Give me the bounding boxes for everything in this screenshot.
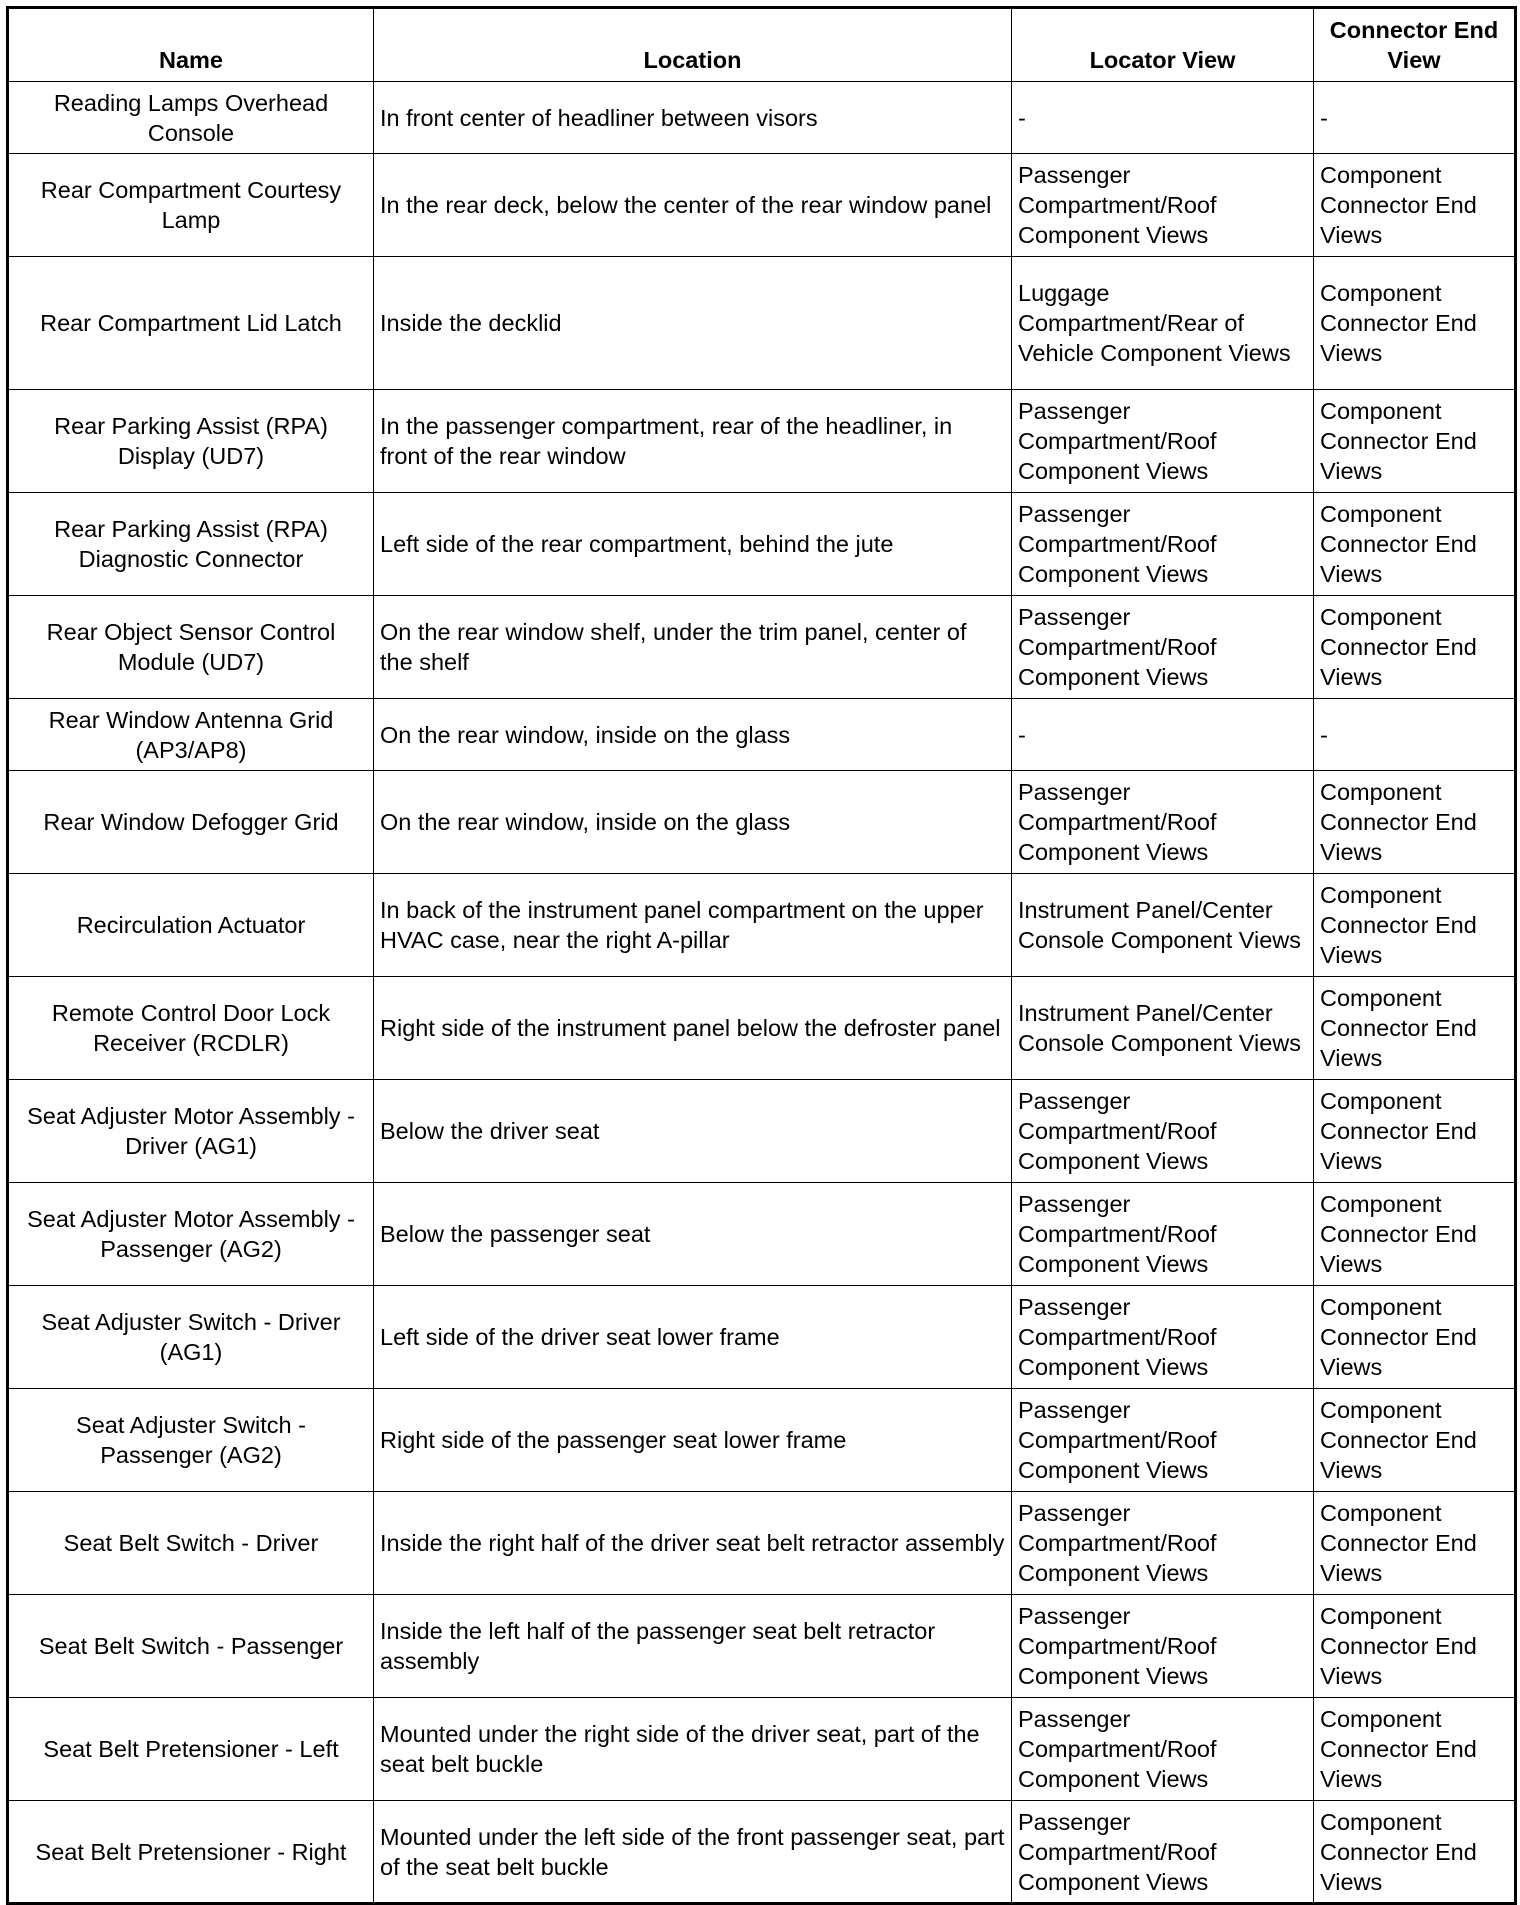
cell-locator-view: Passenger Compartment/Roof Component Views xyxy=(1012,1595,1314,1698)
cell-locator-view: Instrument Panel/Center Console Component Views xyxy=(1012,874,1314,977)
cell-connector-end-view: - xyxy=(1314,699,1516,771)
cell-locator-view: Passenger Compartment/Roof Component Views xyxy=(1012,390,1314,493)
cell-connector-end-view: Component Connector End Views xyxy=(1314,874,1516,977)
table-row xyxy=(8,257,1516,390)
cell-name: Rear Compartment Lid Latch xyxy=(8,257,374,390)
cell-locator-view: Passenger Compartment/Roof Component Views xyxy=(1012,1080,1314,1183)
cell-connector-end-view: Component Connector End Views xyxy=(1314,493,1516,596)
cell-connector-end-view: Component Connector End Views xyxy=(1314,1698,1516,1801)
cell-name: Seat Adjuster Switch - Driver (AG1) xyxy=(8,1286,374,1389)
cell-connector-end-view: Component Connector End Views xyxy=(1314,1492,1516,1595)
table-row xyxy=(8,1286,1516,1389)
cell-connector-end-view: - xyxy=(1314,82,1516,154)
cell-connector-end-view: Component Connector End Views xyxy=(1314,1080,1516,1183)
table-row xyxy=(8,493,1516,596)
cell-connector-end-view: Component Connector End Views xyxy=(1314,977,1516,1080)
cell-name: Reading Lamps Overhead Console xyxy=(8,82,374,154)
table-row xyxy=(8,1492,1516,1595)
cell-connector-end-view: Component Connector End Views xyxy=(1314,1389,1516,1492)
header-row xyxy=(8,8,1516,82)
header-name: Name xyxy=(8,8,374,82)
cell-location: On the rear window shelf, under the trim panel, center of the shelf xyxy=(374,596,1012,699)
cell-location: On the rear window, inside on the glass xyxy=(374,771,1012,874)
cell-locator-view: Passenger Compartment/Roof Component Views xyxy=(1012,1492,1314,1595)
cell-connector-end-view: Component Connector End Views xyxy=(1314,154,1516,257)
cell-location: Below the driver seat xyxy=(374,1080,1012,1183)
cell-location: Inside the left half of the passenger seat belt retractor assembly xyxy=(374,1595,1012,1698)
cell-locator-view: Passenger Compartment/Roof Component Views xyxy=(1012,1389,1314,1492)
cell-connector-end-view: Component Connector End Views xyxy=(1314,1595,1516,1698)
cell-locator-view: Passenger Compartment/Roof Component Views xyxy=(1012,1801,1314,1904)
cell-connector-end-view: Component Connector End Views xyxy=(1314,771,1516,874)
table-row xyxy=(8,1389,1516,1492)
cell-name: Seat Adjuster Motor Assembly - Driver (AG1) xyxy=(8,1080,374,1183)
table-row xyxy=(8,699,1516,771)
table-row xyxy=(8,874,1516,977)
cell-locator-view: Passenger Compartment/Roof Component Views xyxy=(1012,771,1314,874)
cell-name: Seat Belt Pretensioner - Right xyxy=(8,1801,374,1904)
cell-connector-end-view: Component Connector End Views xyxy=(1314,390,1516,493)
cell-name: Rear Window Antenna Grid (AP3/AP8) xyxy=(8,699,374,771)
cell-name: Seat Belt Pretensioner - Left xyxy=(8,1698,374,1801)
cell-locator-view: - xyxy=(1012,699,1314,771)
header-connector-end-view: Connector End View xyxy=(1314,8,1516,82)
cell-name: Remote Control Door Lock Receiver (RCDLR) xyxy=(8,977,374,1080)
cell-location: In the passenger compartment, rear of the headliner, in front of the rear window xyxy=(374,390,1012,493)
cell-locator-view: Luggage Compartment/Rear of Vehicle Component Views xyxy=(1012,257,1314,390)
table-row xyxy=(8,771,1516,874)
component-locator-table xyxy=(6,6,1517,1905)
cell-locator-view: Passenger Compartment/Roof Component Views xyxy=(1012,1183,1314,1286)
cell-location: Inside the decklid xyxy=(374,257,1012,390)
table-row xyxy=(8,1801,1516,1904)
cell-location: Mounted under the right side of the driver seat, part of the seat belt buckle xyxy=(374,1698,1012,1801)
table-row xyxy=(8,1080,1516,1183)
cell-location: Inside the right half of the driver seat belt retractor assembly xyxy=(374,1492,1012,1595)
table-row xyxy=(8,596,1516,699)
cell-connector-end-view: Component Connector End Views xyxy=(1314,1183,1516,1286)
header-locator-view: Locator View xyxy=(1012,8,1314,82)
table-row xyxy=(8,1595,1516,1698)
cell-name: Seat Adjuster Switch - Passenger (AG2) xyxy=(8,1389,374,1492)
cell-name: Recirculation Actuator xyxy=(8,874,374,977)
cell-name: Rear Object Sensor Control Module (UD7) xyxy=(8,596,374,699)
table-row xyxy=(8,977,1516,1080)
table-row xyxy=(8,1698,1516,1801)
cell-locator-view: Passenger Compartment/Roof Component Views xyxy=(1012,1286,1314,1389)
cell-location: In back of the instrument panel compartment on the upper HVAC case, near the right A-pillar xyxy=(374,874,1012,977)
cell-location: On the rear window, inside on the glass xyxy=(374,699,1012,771)
cell-name: Seat Adjuster Motor Assembly - Passenger (AG2) xyxy=(8,1183,374,1286)
cell-connector-end-view: Component Connector End Views xyxy=(1314,257,1516,390)
cell-name: Rear Parking Assist (RPA) Display (UD7) xyxy=(8,390,374,493)
cell-location: In front center of headliner between visors xyxy=(374,82,1012,154)
cell-location: In the rear deck, below the center of the rear window panel xyxy=(374,154,1012,257)
cell-name: Seat Belt Switch - Driver xyxy=(8,1492,374,1595)
cell-locator-view: Passenger Compartment/Roof Component Views xyxy=(1012,493,1314,596)
cell-name: Rear Parking Assist (RPA) Diagnostic Connector xyxy=(8,493,374,596)
header-location: Location xyxy=(374,8,1012,82)
cell-location: Mounted under the left side of the front passenger seat, part of the seat belt buckle xyxy=(374,1801,1012,1904)
table-row xyxy=(8,82,1516,154)
cell-connector-end-view: Component Connector End Views xyxy=(1314,1801,1516,1904)
cell-connector-end-view: Component Connector End Views xyxy=(1314,1286,1516,1389)
cell-locator-view: Passenger Compartment/Roof Component Views xyxy=(1012,596,1314,699)
cell-name: Seat Belt Switch - Passenger xyxy=(8,1595,374,1698)
cell-connector-end-view: Component Connector End Views xyxy=(1314,596,1516,699)
cell-locator-view: Passenger Compartment/Roof Component Views xyxy=(1012,1698,1314,1801)
cell-locator-view: Instrument Panel/Center Console Component Views xyxy=(1012,977,1314,1080)
cell-location: Left side of the driver seat lower frame xyxy=(374,1286,1012,1389)
cell-locator-view: Passenger Compartment/Roof Component Views xyxy=(1012,154,1314,257)
cell-name: Rear Compartment Courtesy Lamp xyxy=(8,154,374,257)
table-row xyxy=(8,1183,1516,1286)
cell-name: Rear Window Defogger Grid xyxy=(8,771,374,874)
table-row xyxy=(8,390,1516,493)
table-row xyxy=(8,154,1516,257)
cell-location: Right side of the instrument panel below the defroster panel xyxy=(374,977,1012,1080)
cell-location: Below the passenger seat xyxy=(374,1183,1012,1286)
cell-location: Right side of the passenger seat lower frame xyxy=(374,1389,1012,1492)
cell-locator-view: - xyxy=(1012,82,1314,154)
cell-location: Left side of the rear compartment, behind the jute xyxy=(374,493,1012,596)
